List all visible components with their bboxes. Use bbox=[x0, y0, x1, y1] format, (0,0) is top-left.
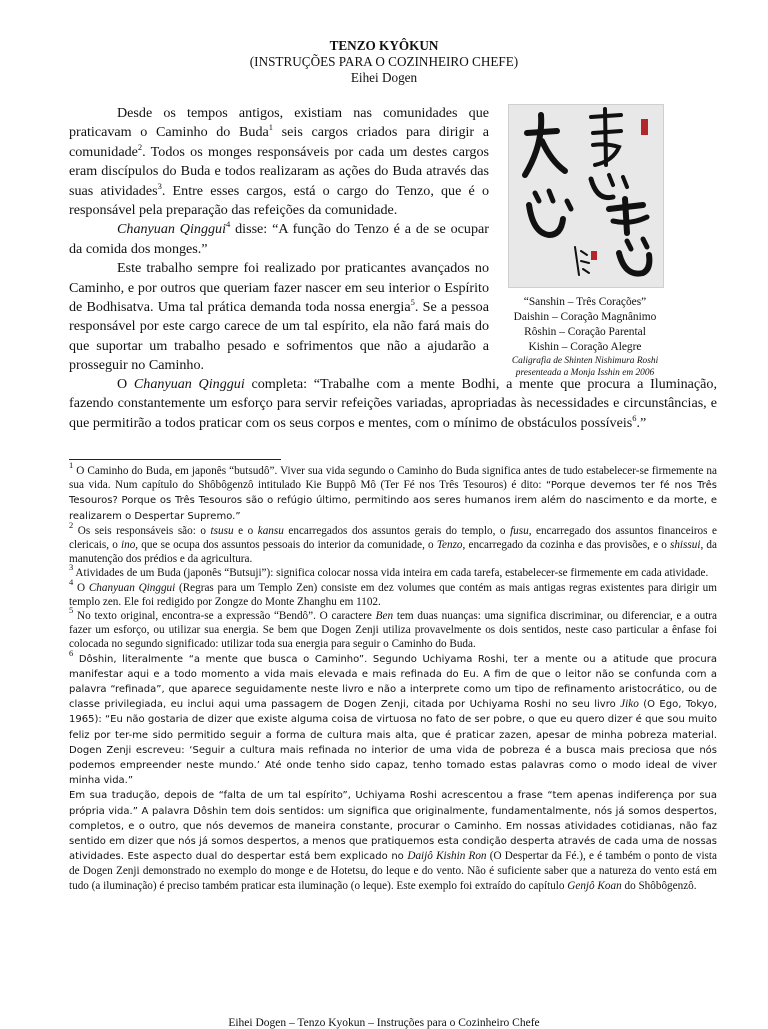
footnote-2: $^2$ Os seis responsáveis são: o tsusu e o kansu encarregados dos assuntos gerais do templo, o fusu, encarregado dos assuntos financeiros e clericais, o ino, que se ocupa dos assuntos pessoais do interior da comunidade, o Tenzo, encarregado da cozinha e das provisões, e o shissui, da manutenção dos prédios e da agricultura. bbox=[69, 519, 718, 566]
paragraph-4: O Chanyuan Qinggui completa: “Trabalhe com a mente Bodhi, a mente que procura a Iluminação, fazendo constantemente um esforço para servir refeições variadas, apropriadas às necessidades e circunstâncias, e que permitirão a todos praticar com os seus corpos e mentes, com o mínimo de obstáculos possíveis$^6$.” bbox=[69, 376, 717, 431]
footnote-ref[interactable]: 6 bbox=[632, 412, 637, 423]
figure-caption bbox=[490, 295, 680, 379]
paragraph-4-block bbox=[69, 375, 717, 433]
caption-line: Daishin – Coração Magnânimo bbox=[513, 311, 657, 323]
footnote-ref[interactable]: 4 bbox=[226, 219, 231, 230]
caption-credit: Caligrafia de Shinten Nishimura Roshi bbox=[511, 356, 659, 366]
paragraph-2: Chanyuan Qinggui$^4$ disse: “A função do Tenzo é a de se ocupar da comida dos monges.” bbox=[69, 219, 489, 257]
page-header bbox=[0, 38, 768, 86]
intro-text bbox=[69, 104, 489, 376]
red-seal-icon bbox=[641, 119, 648, 135]
document-title: TENZO KYÔKUN bbox=[329, 38, 439, 53]
page-footer: Eihei Dogen – Tenzo Kyokun – Instruções para o Cozinheiro Chefe bbox=[228, 1017, 540, 1029]
calligraphy-artwork bbox=[509, 105, 663, 287]
footnote-3: $^3$ Atividades de um Buda (japonês “Butsuji”): significa colocar nossa vida inteira em cada tarefa, estabelecer-se firmemente em cada atividade. bbox=[69, 562, 709, 580]
caption-title: “Sanshin – Três Corações” bbox=[523, 296, 647, 308]
footnote-ref[interactable]: 5 bbox=[410, 297, 415, 308]
caption-line: Kishin – Coração Alegre bbox=[528, 341, 642, 353]
document-author: Eihei Dogen bbox=[350, 70, 418, 85]
footnote-6-continued: Em sua tradução, depois de “falta de um tal espírito”, Uchiyama Roshi acrescentou a frase “tem apenas indiferença por sua própria vida.” A palavra Dôshin tem dois sentidos: um significa que originalmente, fundamentalmente, nós já somos despertos, completos, e o outro, que nós devemos de maneira constante, procurar o Caminho. Em nossas atividades cotidianas, não faz sentido em dizer que nós já somos despertos, a menos que pratiquemos esta condição desperta através de cada uma de nossas atividades. Este aspecto dual do despertar está bem explicado no Daijô Kishin Ron (O Despertar da Fé.), e é também o ponto de vista de Dogen Zenji demonstrado no exemplo do monge e de Hotetsu, do leque e do vento. Não é suficiente saber que a natureza do vento está em tudo (a iluminação) é preciso também praticar esta iluminação (o leque). Este exemplo foi extraído do capítulo Genjô Koan do Shôbôgenzô. bbox=[69, 790, 717, 892]
paragraph-3: Este trabalho sempre foi realizado por praticantes avançados no Caminho, e por outros que queriam fazer nascer em seu interior o Espírito de Bodhisatva. Uma tal prática demanda toda nossa energia$^5$. Se a pessoa responsável por este cargo carece de um tal espírito, ela não fará mais do que suportar um trabalho pesado e sofrimentos que não a ajudarão a prosseguir no Caminho. bbox=[69, 260, 489, 374]
footnote-5: $^5$ No texto original, encontra-se a expressão “Bendô”. O caractere Ben tem duas nuanças: uma significa discriminar, ou diferenciar, e a outra fazer um esforço, ou utilizar sua energia. Se bem que Dogen Zenji utiliza provavelmente os dois sentidos, neste caso particular a ênfase foi colocada no segundo significado: utilizar toda sua energia para seguir o Caminho do Buda. bbox=[69, 605, 718, 651]
footnote-6: $^6$ Dôshin, literalmente “a mente que busca o Caminho”. Segundo Uchiyama Roshi, ter a mente ou a atitude que procura manifestar aqui e a todo momento a vida mais elevada e mais refinada do Eu. A fim de que o leitor não se confunda com a palavra “refinada”, que aparece seguidamente neste livro e não a interprete como um tipo de refinamento aristocrático, ou de classe privilegiada, eu inclui aqui uma passagem de Dogen Zenji, citada por Uchiyama Roshi no seu livro Jiko (O Ego, Tokyo, 1965): “Eu não gostaria de dizer que existe alguma coisa de virtuosa no fato de ser pobre, o que eu quero dizer é que sou muito feliz por ter-me sido permitido seguir a forma de cultura mais alta, que é praticar zazen, apesar de minha pobreza material. Dogen Zenji escreveu: ‘Seguir a cultura mais refinada no interior de uma vida de pobreza é a busca mais preciosa que nós podemos empreender neste mundo.’ Até onde tenho sido capaz, tenho tomado estas palavras como o modo ideal de viver minha vida.” bbox=[69, 647, 717, 787]
footnote-ref[interactable]: 3 bbox=[157, 180, 162, 191]
footnotes bbox=[69, 460, 718, 893]
footnote-4: $^4$ O Chanyuan Qinggui (Regras para um Templo Zen) consiste em dez volumes que contém as mais antigas regras existentes para dirigir um templo zen. Ele foi redigido por Zongze do Monte Zhanghu em 1102. bbox=[69, 576, 717, 608]
footnote-divider bbox=[69, 459, 281, 460]
footnote-ref[interactable]: 2 bbox=[137, 141, 143, 152]
footnote-ref[interactable]: 1 bbox=[268, 122, 274, 133]
document-subtitle: (INSTRUÇÕES PARA O COZINHEIRO CHEFE) bbox=[249, 54, 519, 69]
paragraph-1: Desde os tempos antigos, existiam nas comunidades que praticavam o Caminho do Buda$^1$ seis cargos criados para dirigir a comunidade$^2$. Todos os monges responsáveis por cada um destes cargos eram discípulos do Buda e todos realizaram as ações do Buda através das suas atividades$^3$. Entre esses cargos, está o cargo do Tenzo, que é o responsável pela preparação das refeições da comunidade. bbox=[69, 105, 489, 219]
calligraphy-image bbox=[508, 104, 664, 288]
signature-seal-icon bbox=[591, 251, 597, 260]
footnote-1: $^1$ O Caminho do Buda, em japonês “butsudô”. Viver sua vida segundo o Caminho do Buda significa antes de tudo estabelecer-se firmemente na sua vida. Num capítulo do Shôbôgenzô intitulado Kie Buppô Mô (Ter Fé nos Três Tesouros) é dito: “Porque devemos ter fé nos Três Tesouros? Porque os Três Tesouros são o refúgio último, permitindo aos seres humanos irem além do nascimento e da morte, e realizarem o Despertar Supremo.” bbox=[69, 460, 717, 522]
caption-line: Rôshin – Coração Parental bbox=[524, 326, 646, 338]
caption-credit: presenteada a Monja Isshin em 2006 bbox=[515, 368, 655, 378]
